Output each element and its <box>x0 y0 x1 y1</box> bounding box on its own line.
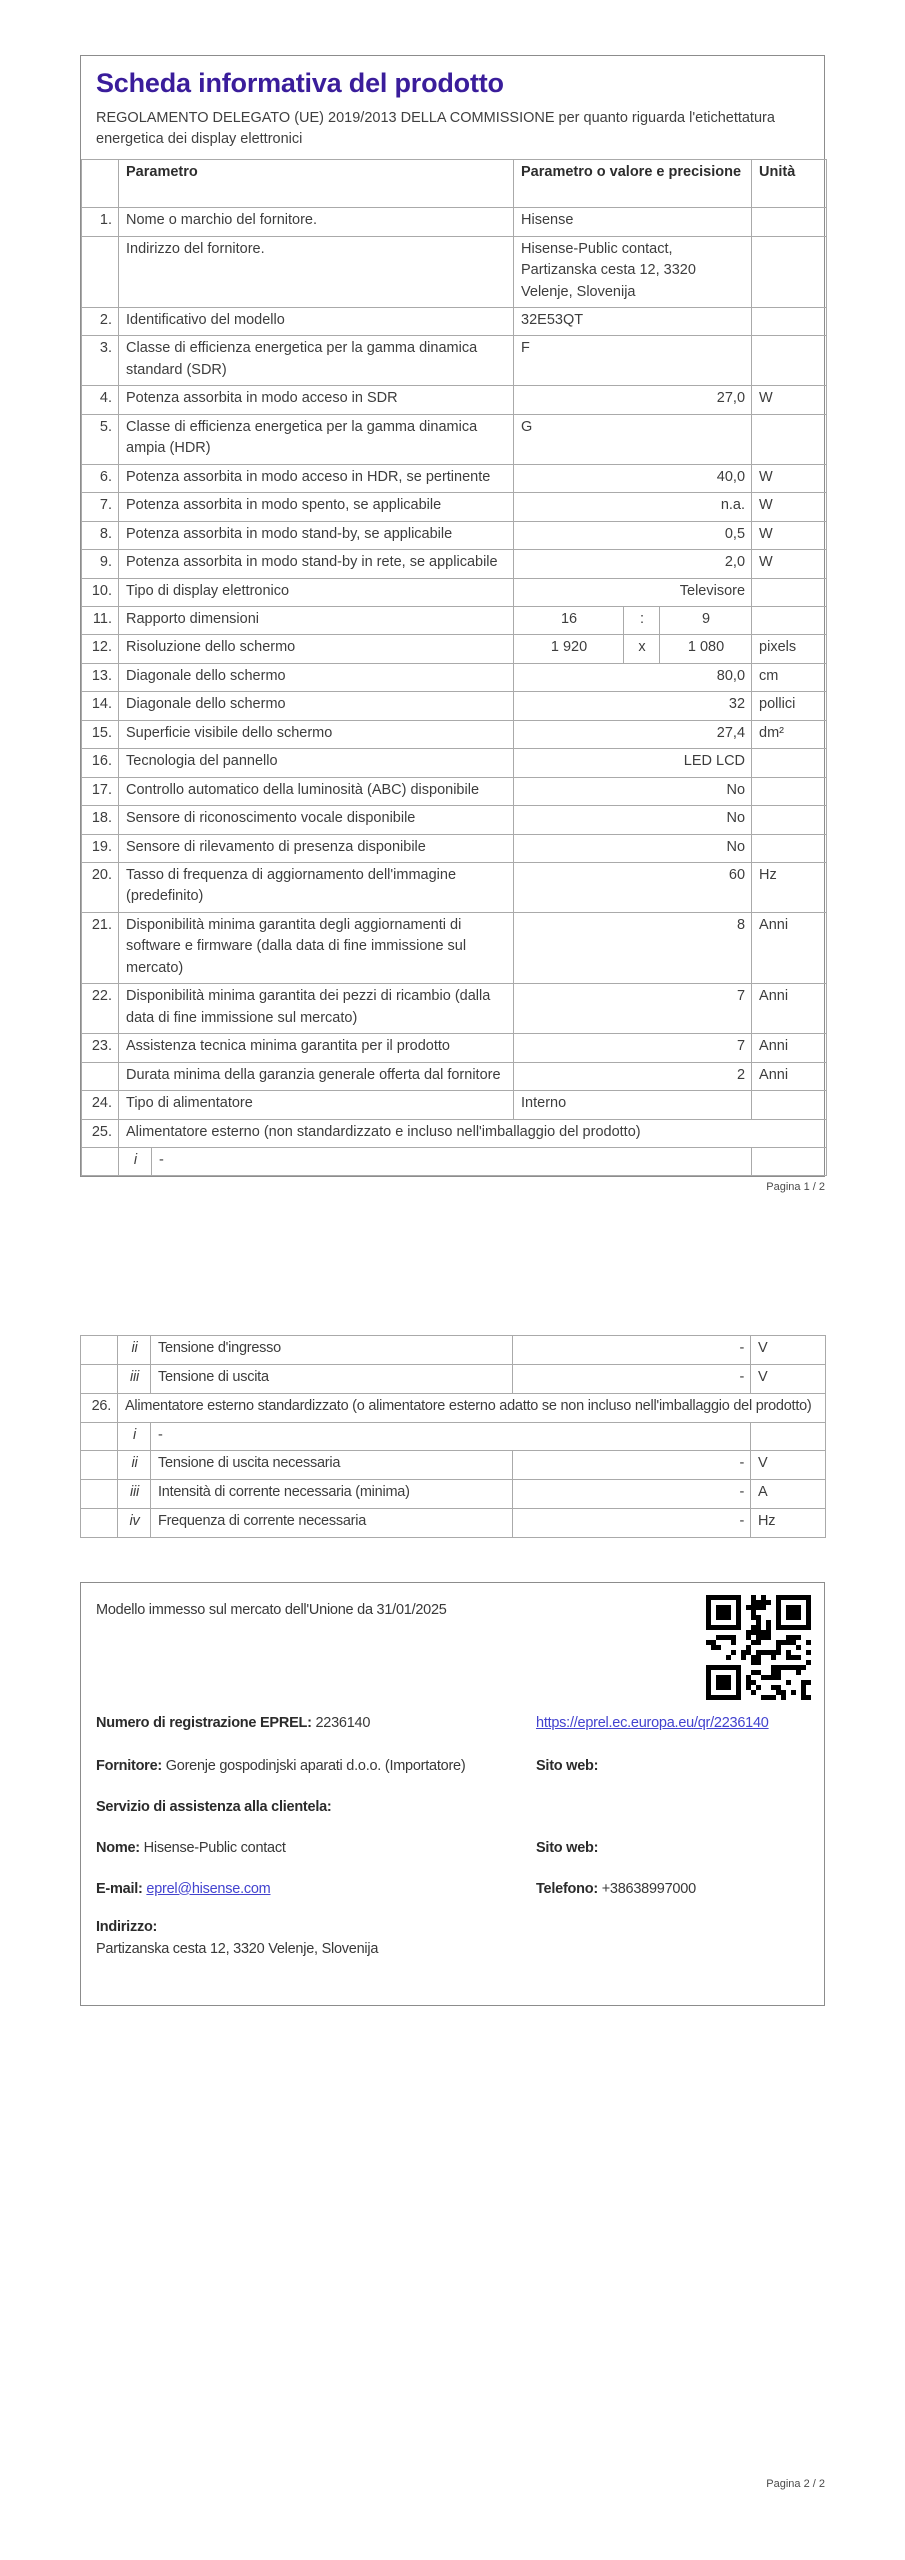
table-row <box>81 1365 826 1394</box>
sito-web-wrap <box>536 1756 809 1778</box>
indirizzo-value: Partizanska cesta 12, 3320 Velenje, Slovenija <box>96 1941 379 1958</box>
value-cell: LED LCD <box>514 749 752 777</box>
value-cell: 27,4 <box>514 720 752 748</box>
param-cell: Tecnologia del pannello <box>119 749 514 777</box>
row-number-cell: 14. <box>82 692 119 720</box>
table-row <box>82 464 827 492</box>
param-cell: Potenza assorbita in modo stand-by, se applicabile <box>119 521 514 549</box>
table-row <box>82 550 827 578</box>
value-cell: 16 <box>514 606 624 634</box>
row-number-cell: 19. <box>82 834 119 862</box>
unit-cell: V <box>751 1365 826 1394</box>
roman-index-cell: iv <box>118 1508 151 1537</box>
param-cell: Risoluzione dello schermo <box>119 635 514 663</box>
value-cell: 8 <box>514 912 752 983</box>
row-number-cell: 21. <box>82 912 119 983</box>
unit-cell: Anni <box>752 984 827 1034</box>
table-row <box>82 208 827 236</box>
row-number-cell: 17. <box>82 777 119 805</box>
supplier-info-box <box>80 1582 825 2006</box>
table-row <box>82 414 827 464</box>
value-cell: - <box>513 1480 751 1509</box>
value-cell: Televisore <box>514 578 752 606</box>
unit-cell: W <box>752 493 827 521</box>
fornitore-row <box>96 1756 809 1778</box>
row-number-cell: 8. <box>82 521 119 549</box>
value-separator-cell: : <box>624 606 660 634</box>
value-cell: 80,0 <box>514 663 752 691</box>
row-number-cell: 12. <box>82 635 119 663</box>
parameters-table-body <box>82 208 827 1176</box>
table-row <box>82 635 827 663</box>
sito-web-label-2: Sito web: <box>536 1839 599 1856</box>
row-number-cell: 13. <box>82 663 119 691</box>
table-row <box>82 863 827 913</box>
value-cell: 40,0 <box>514 464 752 492</box>
value-cell: No <box>514 834 752 862</box>
table-row <box>81 1422 826 1451</box>
roman-index-cell: ii <box>118 1451 151 1480</box>
value-cell: 32 <box>514 692 752 720</box>
param-cell: Potenza assorbita in modo acceso in SDR <box>119 386 514 414</box>
table-row <box>82 720 827 748</box>
fornitore-label: Fornitore: <box>96 1758 162 1775</box>
param-cell: Disponibilità minima garantita dei pezzi di ricambio (dalla data di fine immissione sul mercato) <box>119 984 514 1034</box>
unit-cell <box>752 806 827 834</box>
param-cell: Potenza assorbita in modo stand-by in rete, se applicabile <box>119 550 514 578</box>
unit-cell: Hz <box>752 863 827 913</box>
table-row <box>82 984 827 1034</box>
row-number-cell: 20. <box>82 863 119 913</box>
table-row <box>82 692 827 720</box>
table-row <box>81 1393 826 1422</box>
unit-cell <box>752 606 827 634</box>
param-cell: Classe di efficienza energetica per la gamma dinamica ampia (HDR) <box>119 414 514 464</box>
unit-cell: Anni <box>752 1034 827 1062</box>
table-row <box>82 493 827 521</box>
value-cell: No <box>514 777 752 805</box>
unit-cell <box>752 777 827 805</box>
table-row <box>82 236 827 307</box>
param-cell: Durata minima della garanzia generale offerta dal fornitore <box>119 1062 514 1090</box>
param-cell: Tensione di uscita <box>151 1365 513 1394</box>
fornitore <box>96 1756 536 1778</box>
param-cell: Classe di efficienza energetica per la gamma dinamica standard (SDR) <box>119 336 514 386</box>
product-fiche-box <box>80 55 825 1177</box>
param-cell: Identificativo del modello <box>119 307 514 335</box>
row-number-cell <box>82 1062 119 1090</box>
value-cell: 1 920 <box>514 635 624 663</box>
row-number-cell: 2. <box>82 307 119 335</box>
row-number-cell <box>81 1422 118 1451</box>
servizio-line <box>96 1797 809 1819</box>
param-cell: Tipo di display elettronico <box>119 578 514 606</box>
row-number-cell: 24. <box>82 1091 119 1119</box>
unit-cell <box>752 208 827 236</box>
table-row <box>81 1451 826 1480</box>
unit-cell <box>752 414 827 464</box>
unit-cell <box>752 236 827 307</box>
unit-cell <box>752 1091 827 1119</box>
unit-cell: V <box>751 1336 826 1365</box>
table-row <box>82 912 827 983</box>
row-number-cell <box>81 1336 118 1365</box>
param-cell: Potenza assorbita in modo acceso in HDR, se pertinente <box>119 464 514 492</box>
unit-cell <box>752 578 827 606</box>
value-cell: 2 <box>514 1062 752 1090</box>
table-row <box>82 806 827 834</box>
param-cell: Tensione di uscita necessaria <box>151 1451 513 1480</box>
value-cell: 2,0 <box>514 550 752 578</box>
parameters-table <box>81 159 827 1176</box>
row-number-cell: 7. <box>82 493 119 521</box>
row-number-cell <box>81 1508 118 1537</box>
value-cell: 27,0 <box>514 386 752 414</box>
param-cell: Indirizzo del fornitore. <box>119 236 514 307</box>
table-row <box>82 606 827 634</box>
eprel-label: Numero di registrazione EPREL: <box>96 1714 312 1731</box>
value-cell: Hisense-Public contact, Partizanska cesta 12, 3320 Velenje, Slovenija <box>514 236 752 307</box>
table-row <box>82 578 827 606</box>
row-number-cell: 3. <box>82 336 119 386</box>
param-cell: Rapporto dimensioni <box>119 606 514 634</box>
value-dash-cell: - <box>151 1422 751 1451</box>
unit-cell: W <box>752 550 827 578</box>
page2-footer: Pagina 2 / 2 <box>766 2478 825 2490</box>
unit-cell: dm² <box>752 720 827 748</box>
roman-index-cell: i <box>119 1148 152 1176</box>
unit-cell: Hz <box>751 1508 826 1537</box>
table-row <box>82 386 827 414</box>
unit-cell <box>752 834 827 862</box>
unit-cell <box>751 1422 826 1451</box>
header-parametro: Parametro <box>119 160 514 208</box>
value-cell: 32E53QT <box>514 307 752 335</box>
roman-index-cell: iii <box>118 1480 151 1509</box>
param-cell: Nome o marchio del fornitore. <box>119 208 514 236</box>
row-number-cell: 18. <box>82 806 119 834</box>
eprel-link[interactable]: https://eprel.ec.europa.eu/qr/2236140 <box>536 1714 769 1731</box>
param-span-cell: Alimentatore esterno (non standardizzato e incluso nell'imballaggio del prodotto) <box>119 1119 827 1147</box>
unit-cell <box>752 336 827 386</box>
parameters-table-page2 <box>80 1335 826 1537</box>
row-number-cell: 25. <box>82 1119 119 1147</box>
table-header-row <box>82 160 827 208</box>
value-separator-cell: x <box>624 635 660 663</box>
value-cell: 1 080 <box>660 635 752 663</box>
row-number-cell: 11. <box>82 606 119 634</box>
table-row <box>81 1336 826 1365</box>
param-cell: Disponibilità minima garantita degli aggiornamenti di software e firmware (dalla data di fine immissione sul mercato) <box>119 912 514 983</box>
qr-code-icon <box>706 1595 811 1700</box>
header-valore: Parametro o valore e precisione <box>514 160 752 208</box>
param-span-cell: Alimentatore esterno standardizzato (o alimentatore esterno adatto se non incluso nell'imballaggio del prodotto) <box>118 1393 826 1422</box>
eprel-row <box>96 1713 809 1735</box>
telefono-value: +38638997000 <box>601 1880 696 1897</box>
roman-index-cell: ii <box>118 1336 151 1365</box>
value-cell: G <box>514 414 752 464</box>
unit-cell: V <box>751 1451 826 1480</box>
value-cell: Hisense <box>514 208 752 236</box>
nome-label: Nome: <box>96 1839 140 1856</box>
table-row <box>82 336 827 386</box>
value-cell: F <box>514 336 752 386</box>
table-row <box>82 777 827 805</box>
value-cell: - <box>513 1508 751 1537</box>
param-cell: Superficie visibile dello schermo <box>119 720 514 748</box>
param-cell: Controllo automatico della luminosità (ABC) disponibile <box>119 777 514 805</box>
eprel-registration <box>96 1713 536 1735</box>
sito-web-label: Sito web: <box>536 1758 599 1775</box>
unit-cell: pixels <box>752 635 827 663</box>
value-cell: - <box>513 1336 751 1365</box>
indirizzo-block <box>96 1917 809 1961</box>
row-number-cell: 1. <box>82 208 119 236</box>
email-row <box>96 1879 809 1901</box>
eprel-link-wrap <box>536 1713 809 1735</box>
indirizzo-label: Indirizzo: <box>96 1919 158 1936</box>
row-number-cell <box>82 236 119 307</box>
param-cell: Tipo di alimentatore <box>119 1091 514 1119</box>
value-cell: n.a. <box>514 493 752 521</box>
roman-index-cell: iii <box>118 1365 151 1394</box>
telefono-label: Telefono: <box>536 1880 598 1897</box>
row-number-cell: 5. <box>82 414 119 464</box>
table-row <box>81 1480 826 1509</box>
value-cell: - <box>513 1365 751 1394</box>
param-cell: Potenza assorbita in modo spento, se applicabile <box>119 493 514 521</box>
unit-cell: W <box>752 386 827 414</box>
value-cell: - <box>513 1451 751 1480</box>
unit-cell: cm <box>752 663 827 691</box>
page1-footer: Pagina 1 / 2 <box>766 1181 825 1194</box>
param-cell: Intensità di corrente necessaria (minima) <box>151 1480 513 1509</box>
value-cell: 60 <box>514 863 752 913</box>
parameters-table-page2-body <box>81 1336 826 1537</box>
regulation-subtitle: REGOLAMENTO DELEGATO (UE) 2019/2013 DELLA COMMISSIONE per quanto riguarda l'etichettatura energetica dei display elettronici <box>96 110 775 147</box>
email-link[interactable]: eprel@hisense.com <box>146 1880 271 1897</box>
row-number-cell <box>82 1148 119 1176</box>
row-number-cell: 22. <box>82 984 119 1034</box>
eprel-number: 2236140 <box>315 1714 371 1731</box>
unit-cell: W <box>752 521 827 549</box>
row-number-cell: 26. <box>81 1393 118 1422</box>
row-number-cell: 23. <box>82 1034 119 1062</box>
table-row <box>82 834 827 862</box>
document-sheet <box>80 0 825 2006</box>
sito-web-wrap-2 <box>536 1838 809 1860</box>
param-cell: Frequenza di corrente necessaria <box>151 1508 513 1537</box>
param-cell: Sensore di riconoscimento vocale disponibile <box>119 806 514 834</box>
unit-cell: Anni <box>752 1062 827 1090</box>
nome-value: Hisense-Public contact <box>143 1839 286 1856</box>
market-date-line: Modello immesso sul mercato dell'Unione da 31/01/2025 <box>96 1601 447 1618</box>
roman-index-cell: i <box>118 1422 151 1451</box>
unit-cell <box>752 1148 827 1176</box>
table-row <box>82 749 827 777</box>
unit-cell: W <box>752 464 827 492</box>
servizio-label: Servizio di assistenza alla clientela: <box>96 1799 332 1816</box>
value-cell: 0,5 <box>514 521 752 549</box>
table-row <box>82 663 827 691</box>
row-number-cell <box>81 1365 118 1394</box>
param-cell: Tasso di frequenza di aggiornamento dell'immagine (predefinito) <box>119 863 514 913</box>
table-row <box>82 1148 827 1176</box>
param-cell: Tensione d'ingresso <box>151 1336 513 1365</box>
row-number-cell <box>81 1451 118 1480</box>
value-dash-cell: - <box>152 1148 752 1176</box>
fiche-header <box>81 56 824 159</box>
row-number-cell: 9. <box>82 550 119 578</box>
table-row <box>82 1034 827 1062</box>
page-title: Scheda informativa del prodotto <box>96 68 504 98</box>
row-number-cell: 16. <box>82 749 119 777</box>
table-row <box>82 1062 827 1090</box>
param-cell: Diagonale dello schermo <box>119 692 514 720</box>
row-number-cell: 6. <box>82 464 119 492</box>
table-row <box>82 1091 827 1119</box>
telefono <box>536 1879 809 1901</box>
unit-cell <box>752 749 827 777</box>
value-cell: 7 <box>514 1034 752 1062</box>
value-cell: 7 <box>514 984 752 1034</box>
param-cell: Diagonale dello schermo <box>119 663 514 691</box>
unit-cell: A <box>751 1480 826 1509</box>
param-cell: Sensore di rilevamento di presenza disponibile <box>119 834 514 862</box>
unit-cell <box>752 307 827 335</box>
table-row <box>82 1119 827 1147</box>
row-number-cell: 15. <box>82 720 119 748</box>
nome-row <box>96 1838 809 1860</box>
value-cell: No <box>514 806 752 834</box>
header-unita: Unità <box>752 160 827 208</box>
nome <box>96 1838 536 1860</box>
unit-cell: pollici <box>752 692 827 720</box>
row-number-cell: 10. <box>82 578 119 606</box>
table-row <box>82 521 827 549</box>
email-label: E-mail: <box>96 1880 143 1897</box>
value-cell: Interno <box>514 1091 752 1119</box>
row-number-cell: 4. <box>82 386 119 414</box>
header-empty-cell <box>82 160 119 208</box>
table-row <box>81 1508 826 1537</box>
email <box>96 1879 536 1901</box>
table-row <box>82 307 827 335</box>
row-number-cell <box>81 1480 118 1509</box>
param-cell: Assistenza tecnica minima garantita per il prodotto <box>119 1034 514 1062</box>
value-cell: 9 <box>660 606 752 634</box>
unit-cell: Anni <box>752 912 827 983</box>
fornitore-value: Gorenje gospodinjski aparati d.o.o. (Importatore) <box>165 1758 466 1775</box>
